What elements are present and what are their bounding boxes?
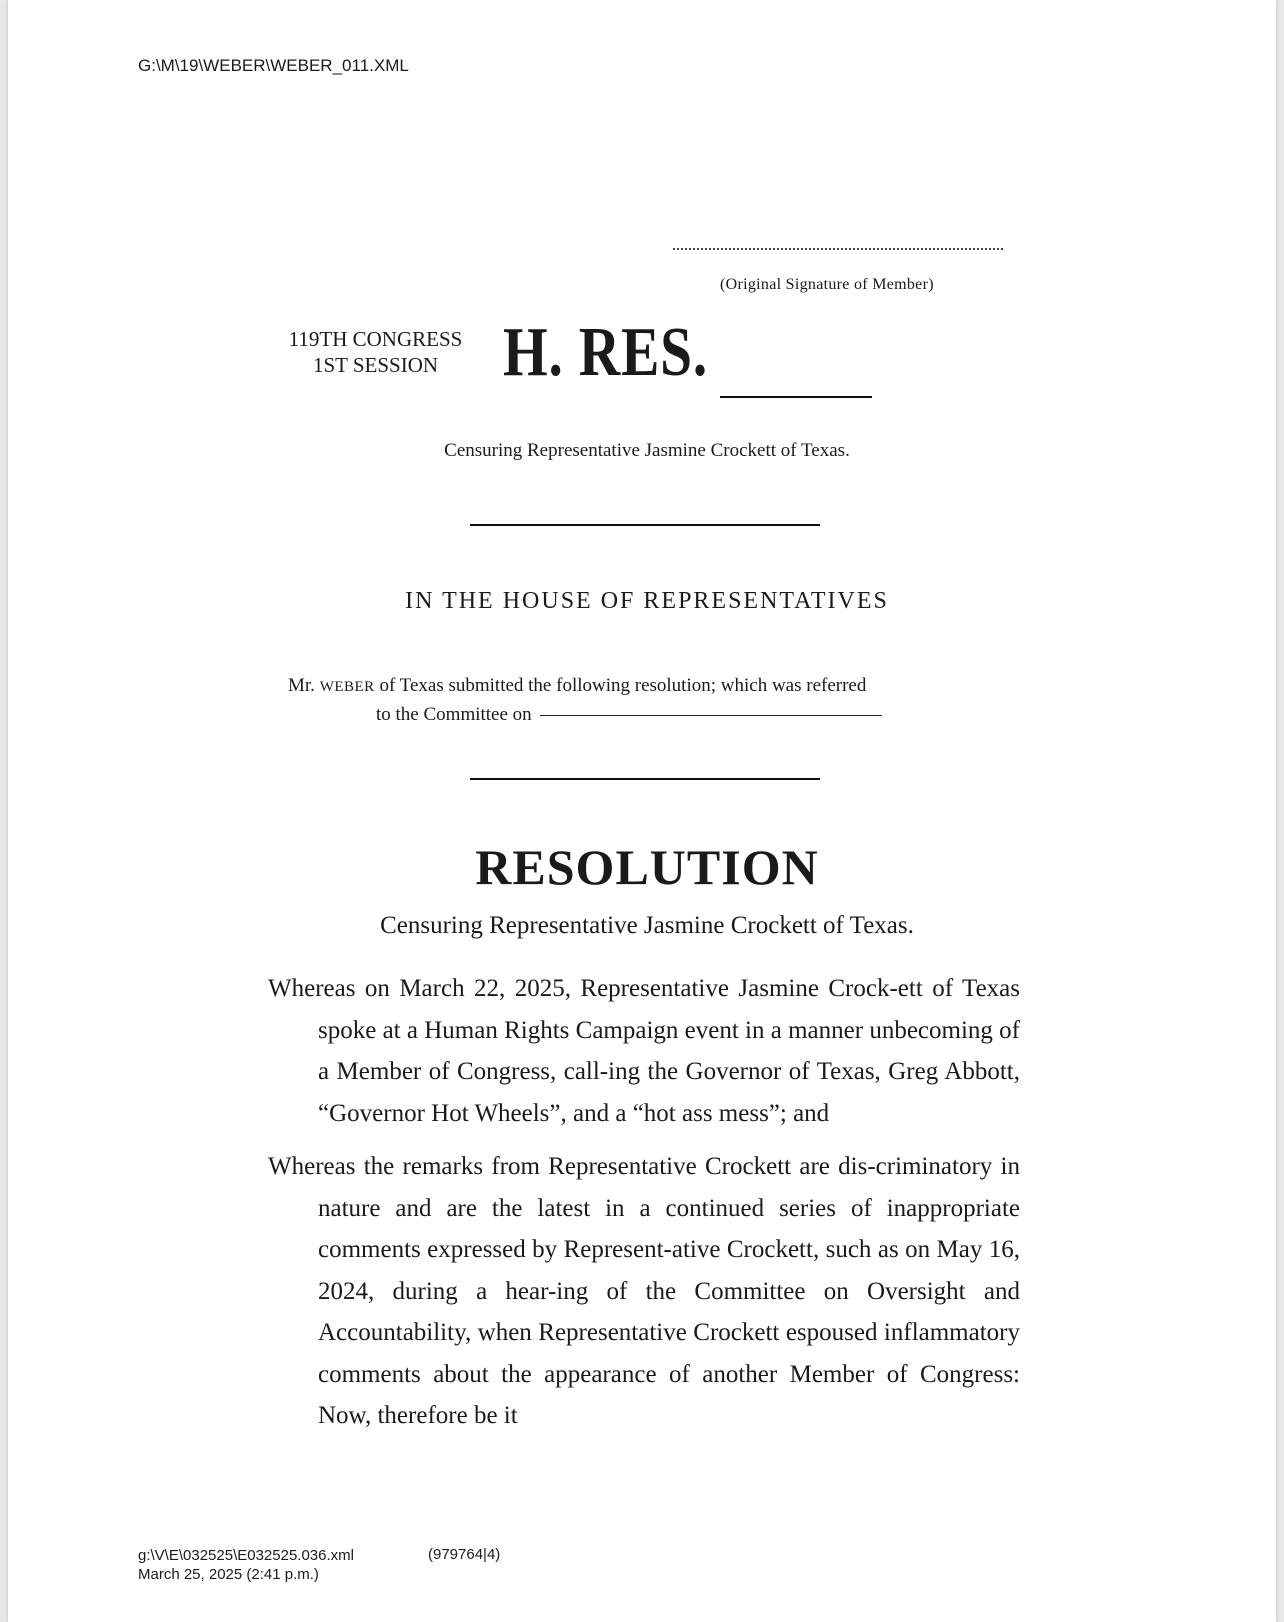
session-number: 1ST SESSION	[312, 353, 439, 377]
footer-file-info	[138, 1546, 354, 1584]
submission-statement	[288, 672, 1008, 728]
whereas-clauses	[268, 968, 1020, 1449]
whereas-clause: Whereas on March 22, 2025, Representative Jasmine Crock-ett of Texas spoke at a Human Rights Campaign event in a manner unbecoming of a Member of Congress, call-ing the Governor of Texas, Greg Abbott, “Governor Hot Wheels”, and a “hot ass mess”; and	[268, 975, 1020, 1127]
divider-rule	[470, 778, 820, 780]
divider-rule	[470, 524, 820, 526]
document-page	[8, 0, 1276, 1622]
sponsor-name: WEBER	[319, 679, 375, 695]
chamber-heading: IN THE HOUSE OF REPRESENTATIVES	[405, 588, 889, 614]
signature-line	[673, 248, 1003, 250]
resolution-subtitle: Censuring Representative Jasmine Crockett of Texas.	[380, 912, 914, 939]
bill-designation: H. RES.	[503, 314, 709, 391]
submission-text: of Texas submitted the following resolution; which was referred	[374, 675, 867, 696]
congress-session-block	[268, 326, 483, 378]
short-title: Censuring Representative Jasmine Crockett of Texas.	[444, 440, 850, 461]
submission-line-1	[288, 672, 1008, 701]
committee-blank	[540, 715, 882, 716]
congress-number: 119TH CONGRESS	[288, 327, 463, 351]
committee-label: to the Committee on	[376, 704, 532, 725]
whereas-clause: Whereas the remarks from Representative Crockett are dis-criminatory in nature and are the latest in a continued series of inappropriate comments expressed by Represent-ative Crockett, such as on May 16, 2024, during a hear-ing of the Committee on Oversight and Accountability, when Representative Crockett espoused inflammatory comments about the appearance of another Member of Congress: Now, therefore be it	[268, 1153, 1020, 1429]
signature-caption: (Original Signature of Member)	[720, 276, 934, 293]
submission-line-2	[288, 701, 1008, 728]
footer-file: g:\V\E\032525\E032525.036.xml	[138, 1547, 354, 1564]
bill-number-blank	[720, 396, 872, 398]
footer-timestamp: March 25, 2025 (2:41 p.m.)	[138, 1566, 319, 1583]
footer-doc-code: (979764|4)	[428, 1546, 501, 1563]
sponsor-prefix: Mr.	[288, 675, 320, 696]
resolution-heading: RESOLUTION	[475, 839, 819, 895]
file-path-header: G:\M\19\WEBER\WEBER_011.XML	[138, 56, 409, 75]
